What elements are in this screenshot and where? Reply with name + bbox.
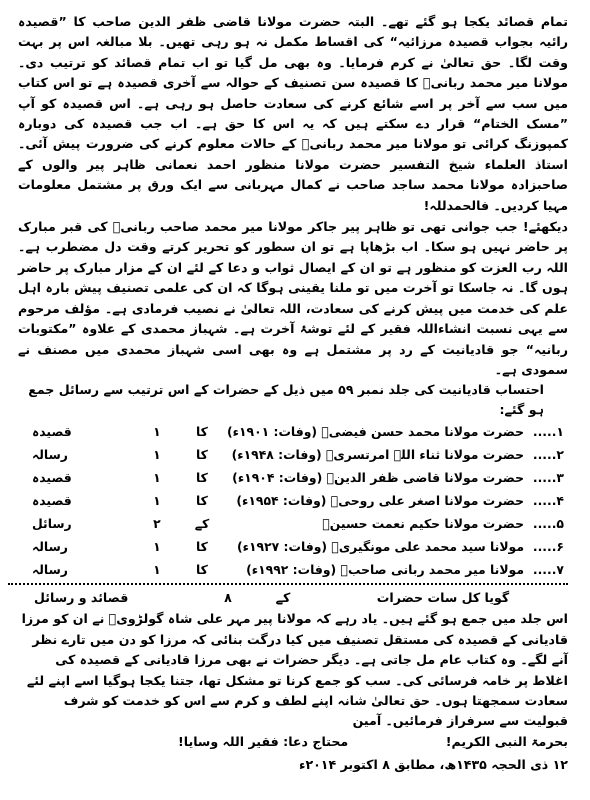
- item-count: ۱: [153, 470, 161, 486]
- list-heading: احتساب قادیانیت کی جلد نمبر ۵۹ میں ذیل کے حضرات کے اس ترتیب سے رسائل جمع ہو گئے:: [28, 382, 544, 418]
- item-name: حضرت مولانا اصغر علی روحیؒ (وفات: ۱۹۵۴ء): [236, 493, 524, 509]
- item-relation: کے: [194, 516, 210, 532]
- item-kind: قصیدہ: [32, 493, 72, 509]
- item-kind: قصیدہ: [32, 470, 72, 486]
- signature-label: محتاج دعا:: [283, 734, 349, 750]
- date-line: ۱۲ ذی الحجہ ۱۴۳۵ھ، مطابق ۸ اکتوبر ۲۰۱۴ء: [298, 756, 568, 772]
- item-relation: کا: [196, 539, 208, 555]
- total-label: گویا کل سات حضرات: [376, 589, 510, 605]
- item-name: مولانا سید محمد علی مونگیریؒ (وفات: ۱۹۲۷ء): [236, 539, 524, 555]
- list-item: [18, 420, 568, 443]
- item-kind: قصیدہ: [32, 424, 72, 440]
- item-name: حضرت مولانا ثناء اللہ امرتسریؒ (وفات: ۱۹۴۸ء): [231, 447, 524, 463]
- reflection-paragraph: دیکھئے! جب جوانی تھی تو ظاہر پیر جاکر مولانا میر محمد صاحب ربانیؒ کی قبر مبارک پر حاضر نہیں ہو سکا۔ اب بڑھاپا ہے تو ان سطور کو تحریر کرتے وقت دل مضطرب ہے۔ اللہ رب العزت کو منظور ہے تو ان کے ایصال ثواب و دعا کے لئے ان کے مزار مبارک پر حاضر ہوں گا۔ نہ جاسکا تو آخرت میں تو ملنا یقینی ہوگا کہ ان کی علمی تصنیف پیش بارہ اہل علم کی خدمت میں پیش کرنے کی سعادت، اللہ تعالیٰ نے نصیب فرمادی ہے۔ مؤلف مرحوم سے یہی نسبت انشاءاللہ فقیر کے لئے توشۂ آخرت ہے۔ شہباز محمدی کے علاوہ ”مکتوبات ربانیہ“ جو قادیانیت کے رد پر مشتمل ہے وہ بھی اسی شہباز محمدی میں مصنف نے سمودی ہے۔: [18, 219, 568, 377]
- item-kind: رسالہ: [32, 539, 68, 555]
- list-item: [18, 466, 568, 489]
- item-relation: کا: [196, 424, 208, 440]
- item-relation: کا: [196, 562, 208, 578]
- item-number: ۷.....: [532, 562, 564, 578]
- item-number: ۶.....: [532, 539, 564, 555]
- item-name: حضرت مولانا قاضی ظفر الدینؒ (وفات: ۱۹۰۴ء): [232, 470, 524, 486]
- list-item: [18, 443, 568, 466]
- item-relation: کا: [196, 447, 208, 463]
- item-count: ۱: [153, 493, 161, 509]
- item-number: ۱.....: [532, 424, 564, 440]
- total-relation: کے: [275, 589, 291, 605]
- item-name: مولانا میر محمد ربانی صاحبؒ (وفات: ۱۹۹۲ء): [246, 562, 524, 578]
- closing-dua: بحرمۃ النبی الکریم!: [445, 734, 568, 750]
- item-name: حضرت مولانا حکیم نعمت حسینؒ: [322, 516, 524, 532]
- item-number: ۲.....: [532, 447, 564, 463]
- list-item: [18, 512, 568, 535]
- item-number: ۴.....: [532, 493, 564, 509]
- list-item: [18, 558, 568, 581]
- total-count: ۸: [224, 589, 232, 605]
- item-relation: کا: [196, 470, 208, 486]
- item-count: ۱: [153, 539, 161, 555]
- item-number: ۵.....: [532, 516, 564, 532]
- item-count: ۱: [153, 424, 161, 440]
- signature-block: [18, 734, 348, 749]
- item-count: ۱: [153, 447, 161, 463]
- closing-paragraph: اس جلد میں جمع ہو گئے ہیں۔ یاد رہے کہ مولانا پیر مہر علی شاہ گولڑویؒ نے ان کو مرزا قادیانی کے قصیدہ کی مستقل تصنیف میں کیا درگت بنائی کہ مرزا کو دن میں تارے نظر آنے لگے۔ وہ کتاب عام مل جاتی ہے۔ دیگر حضرات نے بھی مرزا قادیانی کے قصیدہ کی اغلاط پر خامہ فرسائی کی۔ سب کو جمع کرنا تو مشکل تھا، جتنا یکجا ہوگیا اسے اپنے لئے سعادت سمجھتا ہوں۔ حق تعالیٰ شانہ اپنے لطف و کرم سے اس کو خدمت کو شرف قبولیت سے سرفراز فرمائیں۔ آمین: [21, 611, 568, 729]
- total-kind: قصائد و رسائل: [34, 589, 129, 605]
- intro-paragraph: تمام قصائد یکجا ہو گئے تھے۔ البتہ حضرت مولانا قاضی ظفر الدین صاحب کا ”قصیدہ رائیہ بجواب قصیدہ مرزائیہ“ کی اقساط مکمل نہ ہو رہی تھیں۔ بلا مبالغہ اس پر بہت وقت لگا۔ حق تعالیٰ نے کرم فرمایا۔ وہ بھی مل گیا تو اب تمام قصائد کو ترتیب دی۔ مولانا میر محمد ربانیؒ کا قصیدہ سن تصنیف کے حوالہ سے آخری قصیدہ ہے تو اس کتاب میں سب سے آخر پر اسے شائع کرنے کی سعادت حاصل ہو رہی ہے۔ اس قصیدہ کو آپ ”مسک الختام“ قرار دے سکتے ہیں کہ یہ اس کا حق ہے۔ اب جب قصیدہ کی دوبارہ کمپوزنگ کرائی تو مولانا میر محمد ربانیؒ کے حالات معلوم کرنے کی ضرورت پیش آئی۔ استاذ العلماء شیخ التفسیر حضرت مولانا منظور احمد نعمانی ظاہر پیر والوں کے صاحبزادہ مولانا محمد ساجد صاحب نے کمال مہربانی سے ایک ورق پر مشتمل معلومات مہیا کردیں۔ فالحمدللہ!: [18, 14, 568, 213]
- signature-row: [18, 732, 568, 752]
- item-number: ۳.....: [532, 470, 564, 486]
- total-row: [18, 585, 568, 609]
- item-kind: رسالہ: [32, 562, 68, 578]
- item-kind: رسائل: [32, 516, 72, 532]
- item-count: ۲: [153, 516, 161, 532]
- item-name: حضرت مولانا محمد حسن فیضیؒ (وفات: ۱۹۰۱ء): [226, 424, 524, 440]
- item-relation: کا: [196, 493, 208, 509]
- item-count: ۱: [153, 562, 161, 578]
- list-item: [18, 489, 568, 512]
- list-item: [18, 535, 568, 558]
- contents-list: [18, 420, 568, 581]
- item-kind: رسالہ: [32, 447, 68, 463]
- signature-name: فقیر اللہ وسایا!: [178, 734, 279, 750]
